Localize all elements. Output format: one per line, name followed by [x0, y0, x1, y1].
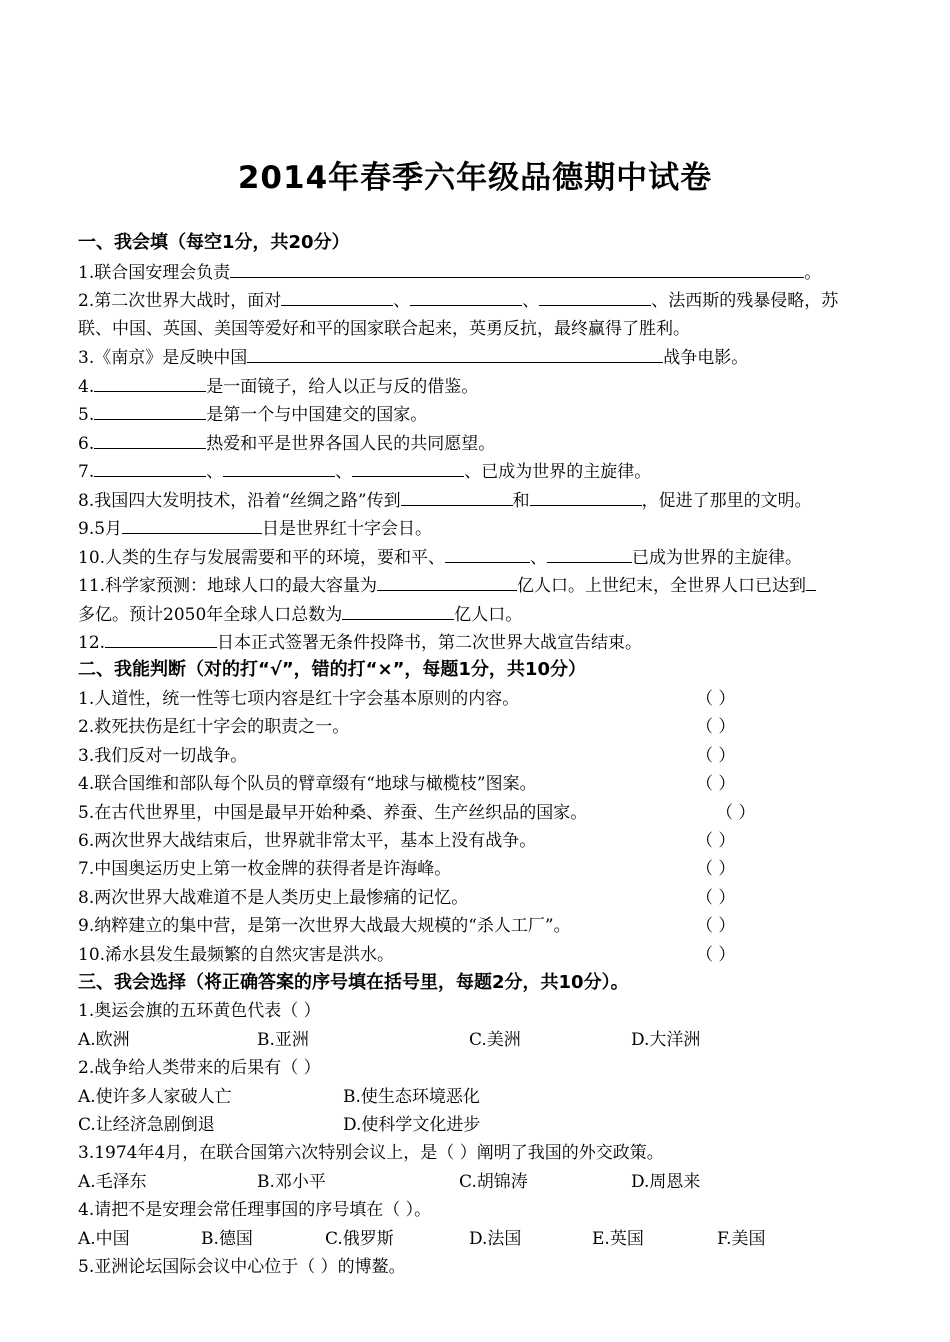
answer-blank[interactable]: [445, 546, 530, 563]
answer-blank[interactable]: [122, 517, 262, 534]
q11-end: 亿人口。: [454, 605, 523, 625]
answer-blank[interactable]: [94, 460, 206, 477]
section-2-heading: 二、我能判断（对的打“√”，错的打“×”，每题1分，共10分）: [78, 659, 586, 680]
fill-question-4: [78, 375, 478, 399]
answer-blank[interactable]: [410, 289, 522, 306]
choice-option[interactable]: C.美洲: [469, 1030, 521, 1050]
choice-option[interactable]: C.胡锦涛: [459, 1172, 528, 1192]
choice-option[interactable]: A.欧洲: [78, 1030, 130, 1050]
judge-item: 8.两次世界大战难道不是人类历史上最惨痛的记忆。: [78, 888, 469, 908]
q7-sep-2: 、: [335, 462, 353, 482]
answer-blank[interactable]: [281, 289, 393, 306]
judge-item: 2.救死扶伤是红十字会的职责之一。: [78, 717, 350, 737]
answer-blank[interactable]: [105, 631, 217, 648]
q9-text: 9.5月: [78, 519, 123, 539]
q5-num: 5.: [78, 405, 95, 425]
choice-question-2: 2.战争给人类带来的后果有（ ）: [78, 1058, 321, 1078]
judge-item: 3.我们反对一切战争。: [78, 746, 248, 766]
judge-item: 7.中国奥运历史上第一枚金牌的获得者是许海峰。: [78, 859, 452, 879]
answer-blank[interactable]: [530, 489, 642, 506]
judge-item: 6.两次世界大战结束后，世界就非常太平，基本上没有战争。: [78, 831, 537, 851]
fill-question-10: [78, 546, 802, 570]
q5-text: 是第一个与中国建交的国家。: [206, 405, 428, 425]
answer-blank[interactable]: [401, 489, 513, 506]
choice-question-1: 1.奥运会旗的五环黄色代表（ ）: [78, 1001, 321, 1021]
choice-option[interactable]: C.俄罗斯: [325, 1229, 394, 1249]
q12-num: 12.: [78, 633, 106, 653]
choice-option[interactable]: A.使许多人家破人亡: [78, 1087, 232, 1107]
judge-item: 9.纳粹建立的集中营，是第一次世界大战最大规模的“杀人工厂”。: [78, 916, 571, 936]
fill-question-2: [78, 289, 838, 313]
fill-question-11: [78, 574, 816, 598]
judge-answer-paren[interactable]: （ ）: [696, 774, 736, 794]
fill-question-9: [78, 517, 432, 541]
choice-option[interactable]: B.亚洲: [257, 1030, 309, 1050]
judge-answer-paren[interactable]: （ ）: [696, 746, 736, 766]
fill-question-2-cont: 联、中国、英国、美国等爱好和平的国家联合起来，英勇反抗，最终赢得了胜利。: [78, 319, 690, 339]
answer-blank[interactable]: [547, 546, 632, 563]
choice-option[interactable]: B.德国: [201, 1229, 253, 1249]
q2-sep-2: 、: [522, 291, 540, 311]
choice-option[interactable]: C.让经济急剧倒退: [78, 1115, 215, 1135]
q11-text-2: 亿人口。上世纪末，全世界人口已达到: [517, 576, 807, 596]
choice-question-4: 4.请把不是安理会常任理事国的序号填在（ ）。: [78, 1200, 432, 1220]
judge-answer-paren[interactable]: （ ）: [696, 689, 736, 709]
q12-text: 日本正式签署无条件投降书，第二次世界大战宣告结束。: [217, 633, 643, 653]
fill-question-12: [78, 631, 642, 655]
q1-end: 。: [804, 263, 822, 283]
q8-and: 和: [512, 491, 530, 511]
choice-option[interactable]: D.周恩来: [631, 1172, 701, 1192]
judge-answer-paren[interactable]: （ ）: [696, 916, 736, 936]
section-3-heading: 三、我会选择（将正确答案的序号填在括号里，每题2分，共10分）。: [78, 972, 629, 993]
q10-sep: 、: [530, 548, 548, 568]
judge-item: 4.联合国维和部队每个队员的臂章缀有“地球与橄榄枝”图案。: [78, 774, 537, 794]
fill-question-5: [78, 403, 427, 427]
choice-question-5: 5.亚洲论坛国际会议中心位于（ ）的博鳌。: [78, 1257, 406, 1277]
judge-item: 5.在古代世界里，中国是最早开始种桑、养蚕、生产丝织品的国家。: [78, 803, 588, 823]
choice-option[interactable]: F.美国: [717, 1229, 766, 1249]
choice-option[interactable]: B.邓小平: [257, 1172, 326, 1192]
q9-end: 日是世界红十字会日。: [262, 519, 433, 539]
fill-question-11-cont: [78, 603, 522, 627]
q7-text: 、已成为世界的主旋律。: [464, 462, 652, 482]
answer-blank[interactable]: [230, 261, 804, 278]
choice-option[interactable]: E.英国: [592, 1229, 644, 1249]
q2-sep: 、: [393, 291, 411, 311]
q11-text-3: 多亿。预计2050年全球人口总数为: [78, 605, 343, 625]
choice-option[interactable]: D.使科学文化进步: [343, 1115, 481, 1135]
judge-answer-paren[interactable]: （ ）: [696, 859, 736, 879]
exam-title: 2014年春季六年级品德期中试卷: [237, 160, 713, 196]
q11-text: 11.科学家预测：地球人口的最大容量为: [78, 576, 378, 596]
q7-sep: 、: [206, 462, 224, 482]
answer-blank[interactable]: [247, 346, 663, 363]
choice-option[interactable]: D.法国: [469, 1229, 522, 1249]
choice-question-3: 3.1974年4月，在联合国第六次特别会议上，是（ ）阐明了我国的外交政策。: [78, 1143, 664, 1163]
q2-text: 2.第二次世界大战时，面对: [78, 291, 282, 311]
q10-end: 已成为世界的主旋律。: [632, 548, 803, 568]
answer-blank[interactable]: [352, 460, 464, 477]
choice-option[interactable]: A.中国: [78, 1229, 130, 1249]
choice-option[interactable]: B.使生态环境恶化: [343, 1087, 480, 1107]
answer-blank[interactable]: [94, 432, 206, 449]
fill-question-1: [78, 261, 821, 285]
fill-question-3: [78, 346, 748, 370]
fill-question-7: [78, 460, 651, 484]
answer-blank[interactable]: [94, 375, 206, 392]
choice-option[interactable]: D.大洋洲: [631, 1030, 701, 1050]
answer-blank[interactable]: [539, 289, 651, 306]
q4-text: 是一面镜子，给人以正与反的借鉴。: [206, 377, 479, 397]
judge-item: 10.浠水县发生最频繁的自然灾害是洪水。: [78, 945, 395, 965]
fill-question-8: [78, 489, 812, 513]
choice-option[interactable]: A.毛泽东: [78, 1172, 147, 1192]
judge-answer-paren[interactable]: （ ）: [696, 945, 736, 965]
q7-num: 7.: [78, 462, 95, 482]
fill-question-6: [78, 432, 495, 456]
q8-text: 8.我国四大发明技术，沿着“丝绸之路”传到: [78, 491, 401, 511]
answer-blank[interactable]: [94, 403, 206, 420]
q6-text: 热爱和平是世界各国人民的共同愿望。: [206, 434, 496, 454]
judge-answer-paren[interactable]: （ ）: [716, 803, 756, 823]
judge-answer-paren[interactable]: （ ）: [696, 831, 736, 851]
judge-answer-paren[interactable]: （ ）: [696, 888, 736, 908]
q3-end: 战争电影。: [663, 348, 749, 368]
q3-text: 3.《南京》是反映中国: [78, 348, 248, 368]
q4-num: 4.: [78, 377, 95, 397]
answer-blank[interactable]: [342, 603, 454, 620]
q8-end: ，促进了那里的文明。: [641, 491, 812, 511]
judge-answer-paren[interactable]: （ ）: [696, 717, 736, 737]
answer-blank[interactable]: [806, 574, 816, 591]
answer-blank[interactable]: [223, 460, 335, 477]
q10-text: 10.人类的生存与发展需要和平的环境，要和平、: [78, 548, 446, 568]
judge-item: 1.人道性，统一性等七项内容是红十字会基本原则的内容。: [78, 689, 520, 709]
q6-num: 6.: [78, 434, 95, 454]
section-1-heading: 一、我会填（每空1分，共20分）: [78, 232, 350, 253]
answer-blank[interactable]: [377, 574, 517, 591]
q2-text-2: 、法西斯的残暴侵略，苏: [651, 291, 839, 311]
q1-text: 1.联合国安理会负责: [78, 263, 231, 283]
